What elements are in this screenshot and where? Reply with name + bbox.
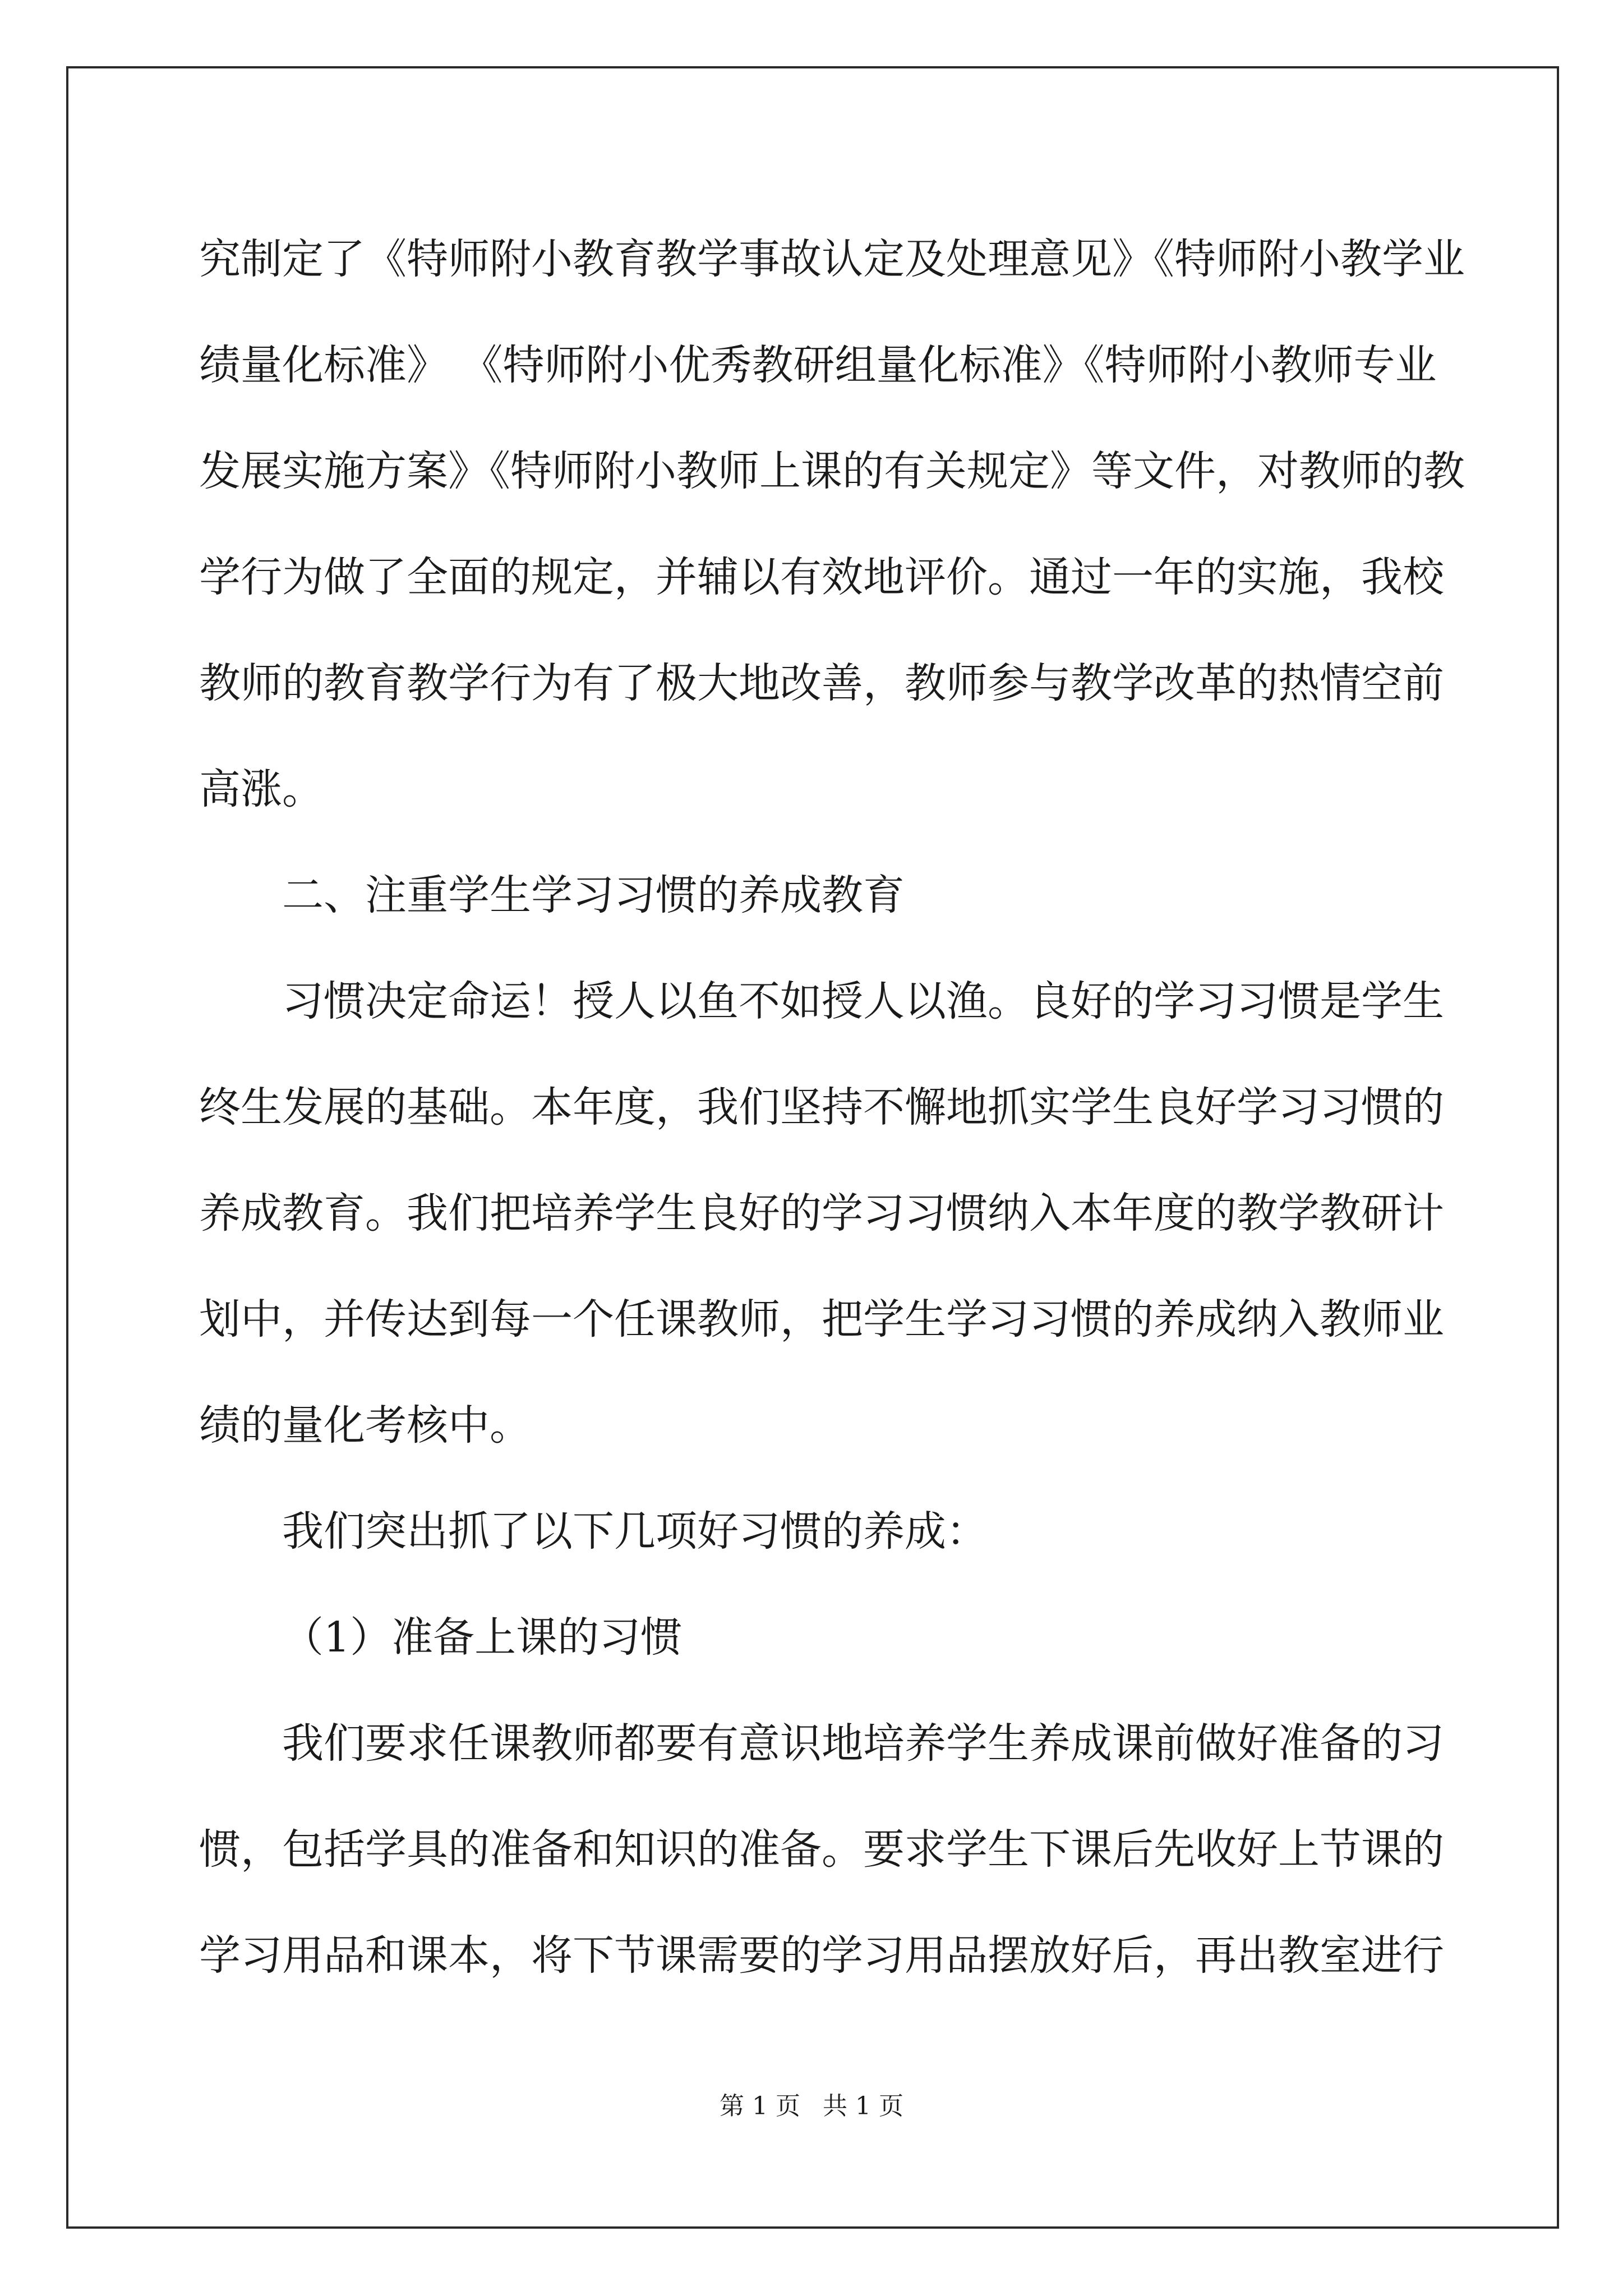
page-number: 第 1 页	[720, 2092, 800, 2120]
text-line: 学行为做了全面的规定，并辅以有效地评价。通过一年的实施，我校	[199, 553, 1444, 601]
text-line: 划中，并传达到每一个任课教师，把学生学习习惯的养成纳入教师业	[199, 1295, 1444, 1343]
text-line: 我们突出抓了以下几项好习惯的养成：	[282, 1507, 988, 1556]
page-total: 共 1 页	[823, 2092, 903, 2120]
text-line: 惯，包括学具的准备和知识的准备。要求学生下课后先收好上节课的	[199, 1825, 1444, 1874]
text-line: 绩量化标准》 《特师附小优秀教研组量化标准》《特师附小教师专业	[199, 341, 1437, 389]
text-line: 习惯决定命运！授人以鱼不如授人以渔。良好的学习习惯是学生	[282, 977, 1444, 1025]
text-line: 养成教育。我们把培养学生良好的学习习惯纳入本年度的教学教研计	[199, 1189, 1444, 1237]
text-line: 绩的量化考核中。	[199, 1401, 531, 1450]
text-line: 我们要求任课教师都要有意识地培养学生养成课前做好准备的习	[282, 1719, 1444, 1768]
document-body	[199, 209, 1465, 2011]
section-heading: 二、注重学生学习习惯的养成教育	[282, 871, 905, 919]
text-line: 终生发展的基础。本年度，我们坚持不懈地抓实学生良好学习习惯的	[199, 1083, 1444, 1131]
text-line: 究制定了《特师附小教育教学事故认定及处理意见》《特师附小教学业	[199, 235, 1465, 283]
text-line: 教师的教育教学行为有了极大地改善，教师参与教学改革的热情空前	[199, 659, 1444, 707]
text-line: 高涨。	[199, 765, 324, 813]
subsection-heading: （1）准备上课的习惯	[282, 1613, 683, 1662]
text-line: 学习用品和课本，将下节课需要的学习用品摆放好后，再出教室进行	[199, 1931, 1444, 1980]
text-line: 发展实施方案》《特师附小教师上课的有关规定》等文件，对教师的教	[199, 447, 1465, 495]
page-footer	[0, 2090, 1623, 2123]
